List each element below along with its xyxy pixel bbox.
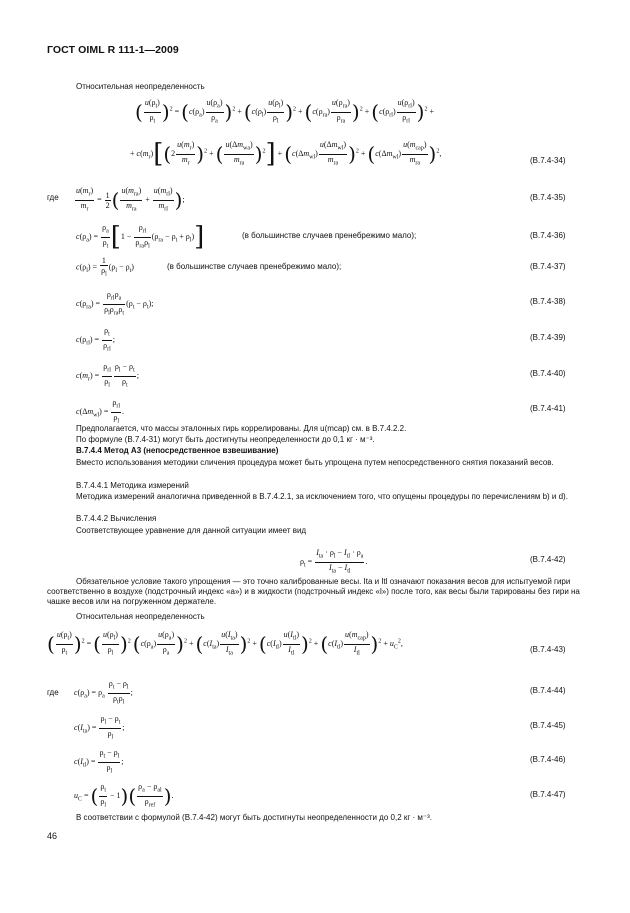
equation-number-40: (B.7.4-40) — [530, 369, 566, 378]
equation-number-39: (B.7.4-39) — [530, 333, 566, 342]
equation-34-line-2: + $c(m_r)[(2$ $\frac{u(m_r)}{m_r}$ )$^2$ + ( $\frac{u(\Delta m_{wa})}{m_{ra}}$ )$^2] + (c(\Delta m_{wl})$ $\frac{u(\Delta m_{wl})}{m_{ra}}$ )$^2 + (c(\Delta m_{wl})$ $\frac{u(m_{cap})}{m_{ra}}$ )$^2$, — [130, 139, 442, 170]
equation-number-34: (B.7.4-34) — [530, 156, 566, 165]
equation-45: $c(I_{ta})$ = $\frac{\rho_l - \rho_t}{\rho_l}$ ; — [74, 714, 125, 741]
equation-40: $c(m_r)$ = $\frac{\rho_{rl}}{\rho_l}$ $\frac{\rho_l - \rho_t}{\rho_t}$ ; — [76, 362, 139, 389]
equation-number-37: (B.7.4-37) — [530, 262, 566, 271]
equation-43: ( $\frac{u(\rho_t)}{\rho_t}$ )$^2$ = ( $\frac{u(\rho_l)}{\rho_l}$ )$^2$ ($c(\rho_a)$ $\frac{u(\rho_a)}{\rho_a}$ )$^2 + (c(I_{ta})$ $\frac{u(I_{ta})}{I_{ta}}$ )$^2 + (c(I_{tl})$ $\frac{u(I_{tl})}{I_{tl}}$ )$^2 + (c(I_{tl})$ $\frac{u(m_{cap})}{I_{tl}}$ )$^2 + u_C^2$, — [47, 630, 403, 657]
equation-number-47: (B.7.4-47) — [530, 790, 566, 799]
paragraph-rel-uncert-2: Относительная неопределенность — [76, 612, 205, 621]
equation-number-41: (B.7.4-41) — [530, 404, 566, 413]
page-header: ГОСТ OIML R 111-1—2009 — [47, 44, 179, 56]
equation-38: $c(\rho_{ra})$ = $\frac{\rho_{rl}\rho_a}{\rho_l\rho_{ra}\rho_t}$ $(\rho_t - \rho_t)$; — [76, 290, 154, 317]
paragraph-final: В соответствии с формулой (B.7.4-42) могут быть достигнуты неопределенности до 0,2 кг · м⁻³. — [76, 813, 432, 822]
equation-number-45: (B.7.4-45) — [530, 721, 566, 730]
equation-number-36: (B.7.4-36) — [530, 231, 566, 240]
paragraph-by-formula: По формуле (B.7.4-31) могут быть достигнуты неопределенности до 0,1 кг · м⁻³. — [76, 435, 375, 444]
equation-number-38: (B.7.4-38) — [530, 297, 566, 306]
equation-42: $\rho_t$ = $\frac{I_{ta} \cdot \rho_l - I_{tl} \cdot \rho_a}{I_{ta} - I_{tl}}$ . — [300, 548, 368, 575]
paragraph-s2: Соответствующее уравнение для данной ситуации имеет вид — [76, 526, 307, 535]
where-label-2: где — [47, 688, 59, 697]
equation-number-44: (B.7.4-44) — [530, 686, 566, 695]
note-36: (в большинстве случаев пренебрежимо мало); — [242, 231, 417, 240]
note-37: (в большинстве случаев пренебрежимо мало); — [167, 262, 342, 271]
equation-36: $c(\rho_a)$ = $\frac{\rho_a}{\rho_t}$ [1 − $\frac{\rho_{rl}}{\rho_{ra}\rho_l}$ $(\rho_{ra} - \rho_t + \rho_l)$] — [76, 222, 205, 253]
equation-46: $c(I_{tl})$ = $\frac{\rho_t - \rho_l}{\rho_l}$ ; — [74, 748, 124, 775]
equation-number-46: (B.7.4-46) — [530, 755, 566, 764]
subsection-1-title: B.7.4.4.1 Методика измерений — [76, 481, 189, 490]
equation-44: $c(\rho_a) = \rho_a$ $\frac{\rho_t - \rho_l}{\rho_t\rho_l}$ ; — [74, 679, 133, 706]
equation-41: $c(\Delta m_{wl})$ = $\frac{\rho_{rl}}{\rho_l}$ . — [76, 398, 125, 425]
equation-number-42: (B.7.4-42) — [530, 555, 566, 564]
paragraph-condition: Обязательное условие такого упрощения — это точно калиброванные весы. Ita и Itl означают показания весов для испытуемой гири соответственно в воздухе (подстрочный индекс «a») и в жидкости (подстрочный индекс «l») после того, как весы были тарированы без гири на чашке весов или на погруженном держателе. — [47, 577, 580, 606]
where-label-1: где — [47, 193, 59, 202]
equation-47: $u_C$ = ( $\frac{\rho_t}{\rho_l}$ − 1)( $\frac{\rho_a - \rho_{al}}{\rho_{ref}}$ ). — [74, 782, 174, 809]
equation-37: $c(\rho_l)$ = $\frac{1}{\rho_l}$ $(\rho_l - \rho_t)$ — [76, 256, 134, 278]
page-number: 46 — [47, 831, 58, 841]
paragraph-s1: Методика измерений аналогична приведенной в B.7.4.2.1, за исключением того, что опущены процедуры по перечислениям b) и d). — [76, 492, 568, 501]
paragraph-a3: Вместо использования методики сличения процедура может быть упрощена путем непосредственного снятия показаний весов. — [76, 458, 554, 467]
equation-number-43: (B.7.4-43) — [530, 645, 566, 654]
equation-number-35: (B.7.4-35) — [530, 193, 566, 202]
subsection-2-title: B.7.4.4.2 Вычисления — [76, 514, 157, 523]
equation-35: $\frac{u(m_r)}{m_r}$ = $\frac{1}{2}$ ( $\frac{u(m_{ra})}{m_{ra}}$ + $\frac{u(m_{rl})}{m_{rl}}$ ); — [76, 186, 185, 213]
equation-39: $c(\rho_{rl})$ = $\frac{\rho_t}{\rho_{rl}}$ ; — [76, 326, 115, 353]
section-a3-title: B.7.4.4 Метод А3 (непосредственное взвешивание) — [76, 446, 279, 455]
paragraph-rel-uncert-1: Относительная неопределенность — [76, 82, 205, 91]
paragraph-assume: Предполагается, что массы эталонных гирь коррелированы. Для u(mcap) см. в B.7.4.2.2. — [76, 424, 407, 433]
equation-34-line-1: ( $\frac{u(\rho_t)}{\rho_t}$ )$^2 = (c(\rho_a)$ $\frac{u(\rho_a)}{\rho_a}$ )$^2 + (c(\rho_l)$ $\frac{u(\rho_l)}{\rho_l}$ )$^2 + (c(\rho_{ra})$ $\frac{u(\rho_{ra})}{\rho_{ra}}$ )$^2 + (c(\rho_{rl})$ $\frac{u(\rho_{rl})}{\rho_{rl}}$ )$^2$ + — [135, 98, 434, 125]
